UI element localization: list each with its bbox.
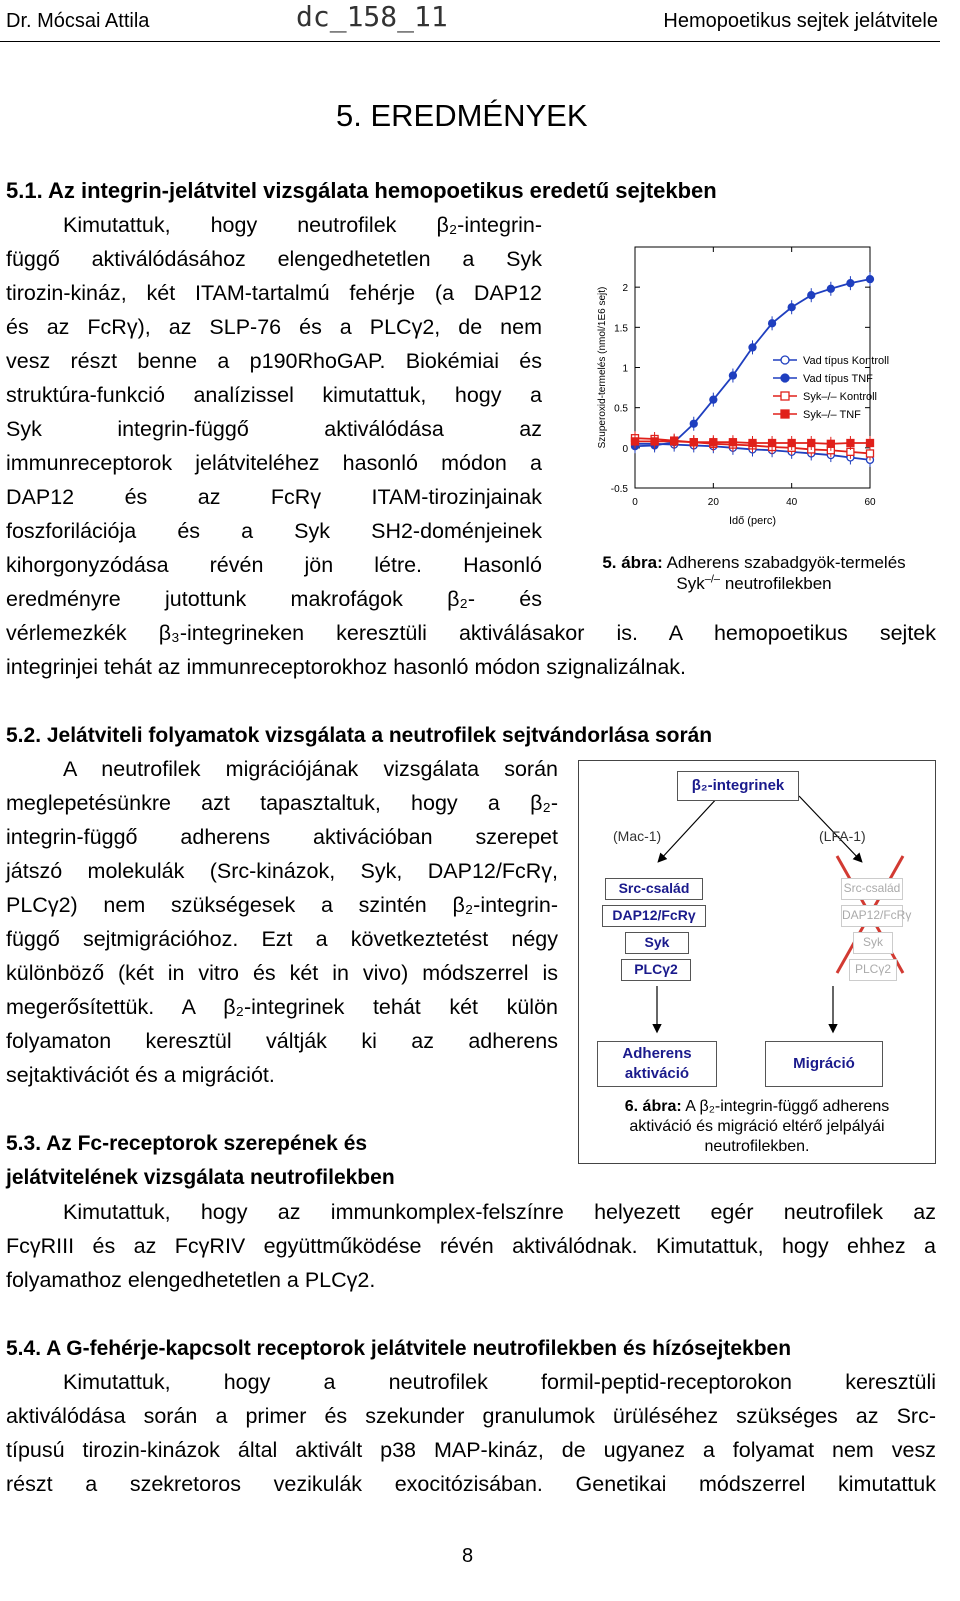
text-line: aktiválódása során a primer és szekunder granulumok ürüléséhez szükséges az Src-	[6, 1404, 936, 1428]
header-document-code: dc_158_11	[296, 0, 448, 33]
legend-label: Vad típus Kontroll	[803, 355, 890, 367]
text-line: PLCγ2) nem szükségesek a szintén β₂-integrin-	[6, 893, 558, 917]
x-tick-label: 0	[632, 497, 638, 508]
data-point	[729, 439, 736, 446]
data-point	[651, 438, 658, 445]
section-5-3-text	[6, 1195, 936, 1297]
header-rule	[0, 41, 940, 42]
text-line: Kimutattuk, hogy az immunkomplex-felszínre helyezett egér neutrofilek az	[63, 1200, 936, 1224]
text-line: folyamaton keresztül váltják ki az adherens	[6, 1029, 558, 1053]
x-axis-label: Idő (perc)	[728, 515, 777, 527]
data-point	[729, 372, 736, 379]
legend-marker	[781, 374, 789, 382]
section-5-1-text-narrow	[6, 208, 542, 616]
figure-5-caption-prefix: 5. ábra:	[602, 553, 663, 572]
legend-label: Vad típus TNF	[803, 373, 873, 385]
right-src-box: Src-család	[841, 878, 903, 900]
data-point	[710, 439, 717, 446]
figure-5-caption-sup: –/–	[704, 573, 721, 586]
y-axis-label: Szuperoxid-termelés (nmol/1E6 sejt)	[597, 286, 608, 449]
figure-5-caption-line2: neutrofilekben	[724, 574, 832, 593]
left-syk-box: Syk	[625, 932, 689, 954]
data-point	[690, 439, 697, 446]
x-tick-label: 60	[864, 497, 876, 508]
text-line: FcγRIII és az FcγRIV együttműködése révén aktiválódnak. Kimutattuk, hogy ehhez a	[6, 1234, 936, 1258]
figure-6-caption-prefix: 6. ábra:	[624, 1098, 682, 1115]
header-author: Dr. Mócsai Attila	[6, 10, 150, 32]
data-point	[808, 440, 815, 447]
figure-6-caption	[587, 1097, 927, 1157]
y-tick-label: 2	[622, 283, 628, 295]
text-line: különböző (két in vitro és két in vivo) módszerrel is	[6, 961, 558, 985]
figure-5-caption-line1: Adherens szabadgyök-termelés	[666, 553, 906, 572]
migracio-box: Migráció	[765, 1041, 883, 1087]
legend-marker	[781, 410, 789, 418]
text-line: Kimutattuk, hogy a neutrofilek formil-peptid-receptorokon keresztüli	[63, 1370, 936, 1394]
section-5-4-heading: 5.4. A G-fehérje-kapcsolt receptorok jelátvitele neutrofilekben és hízósejtekben	[6, 1337, 792, 1360]
text-line: típusú tirozin-kinázok által aktivált p38 MAP-kináz, de ugyanez a folyamat nem vesz	[6, 1438, 936, 1462]
x-tick-label: 40	[786, 497, 798, 508]
figure-6-frame	[578, 760, 936, 1164]
data-point	[827, 285, 834, 292]
section-5-2-text	[6, 752, 558, 1092]
text-line: A neutrofilek migrációjának vizsgálata során	[63, 757, 558, 781]
figure-5-caption-syk: Syk	[676, 574, 705, 593]
section-5-3-heading-line1: 5.3. Az Fc-receptorok szerepének és	[6, 1132, 368, 1155]
page-number: 8	[462, 1545, 474, 1567]
section-5-3-heading-line2: jelátvitelének vizsgálata neutrofilekben	[6, 1166, 395, 1189]
text-line: immunreceptorok jelátviteléhez hasonló módon a	[6, 451, 542, 475]
text-line: folyamathoz elengedhetetlen a PLCγ2.	[6, 1268, 376, 1292]
data-point	[788, 440, 795, 447]
text-line: integrin-függő adherens aktivációban szerepet	[6, 825, 558, 849]
text-line: Syk integrin-függő aktiválódása az	[6, 417, 542, 441]
adherens-aktivacio-line1: Adherens	[622, 1045, 692, 1062]
right-syk-box: Syk	[853, 932, 893, 954]
text-line: DAP12 és az FcRγ ITAM-tirozinjainak	[6, 485, 542, 509]
legend-marker	[781, 356, 789, 364]
right-dap12-box: DAP12/FcRγ	[841, 905, 903, 927]
header-topic: Hemopoetikus sejtek jelátvitele	[663, 10, 938, 32]
figure-5-chart	[580, 235, 940, 535]
data-point	[769, 440, 776, 447]
text-line: sejtaktivációt és a migrációt.	[6, 1063, 275, 1087]
text-line: és az FcRγ), az SLP-76 és a PLCγ2, de nem	[6, 315, 542, 339]
legend-marker	[781, 392, 789, 400]
data-point	[847, 280, 854, 287]
y-tick-label: 1	[622, 363, 628, 375]
beta2-integrinek-box: β₂-integrinek	[677, 771, 799, 801]
figure-6-caption-line2: aktiváció és migráció eltérő jelpályái	[629, 1118, 885, 1135]
lfa1-label: (LFA-1)	[819, 828, 866, 844]
data-point	[808, 292, 815, 299]
adherens-aktivacio-box	[597, 1041, 717, 1087]
data-point	[690, 420, 697, 427]
data-point	[769, 320, 776, 327]
data-point	[788, 304, 795, 311]
section-5-2-heading: 5.2. Jelátviteli folyamatok vizsgálata a neutrofilek sejtvándorlása során	[6, 724, 713, 747]
figure-5-caption	[568, 552, 940, 594]
section-5-1-heading: 5.1. Az integrin-jelátvitel vizsgálata hemopoetikus eredetű sejtekben	[6, 178, 717, 203]
text-line: függő aktiválódásához elengedhetetlen a Syk	[6, 247, 542, 271]
text-line: meglepetésünkre azt tapasztaltuk, hogy a β₂-	[6, 791, 558, 815]
left-dap12-box: DAP12/FcRγ	[602, 905, 706, 927]
x-tick-label: 20	[707, 497, 719, 508]
figure-6-caption-line1: A β₂-integrin-függő adherens	[685, 1098, 890, 1115]
data-point	[632, 438, 639, 445]
data-point	[749, 344, 756, 351]
text-line: eredményre jutottunk makrofágok β₂- és	[6, 587, 542, 611]
text-line: részt a szekretoros vezikulák exocitózisában. Genetikai módszerrel kimutattuk	[6, 1472, 936, 1496]
data-point	[867, 450, 874, 457]
section-5-4-text	[6, 1365, 936, 1501]
text-line: megerősítettük. A β₂-integrinek tehát két külön	[6, 995, 558, 1019]
data-point	[847, 440, 854, 447]
section-5-1-text-wide	[6, 616, 936, 684]
text-line: struktúra-funkció analízissel kimutattuk, hogy a	[6, 383, 542, 407]
text-line: Kimutattuk, hogy neutrofilek β₂-integrin-	[63, 213, 542, 237]
y-tick-label: 1.5	[614, 323, 628, 335]
right-plcg2-box: PLCγ2	[849, 959, 897, 981]
text-line: vesz részt benne a p190RhoGAP. Biokémiai és	[6, 349, 542, 373]
text-line: játszó molekulák (Src-kinázok, Syk, DAP12/FcRγ,	[6, 859, 558, 883]
y-tick-label: -0.5	[610, 484, 628, 495]
page-title: 5. EREDMÉNYEK	[336, 98, 588, 133]
data-point	[710, 396, 717, 403]
text-line: tirozin-kináz, két ITAM-tartalmú fehérje (a DAP12	[6, 281, 542, 305]
text-line: foszforilációja és a Syk SH2-doménjeinek	[6, 519, 542, 543]
adherens-aktivacio-line2: aktiváció	[624, 1065, 690, 1082]
text-line: függő sejtmigrációhoz. Ezt a következtetést négy	[6, 927, 558, 951]
data-point	[867, 276, 874, 283]
data-point	[827, 440, 834, 447]
legend-label: Syk–/– TNF	[803, 409, 861, 421]
text-line: integrinjei tehát az immunreceptorokhoz hasonló módon szignalizálnak.	[6, 655, 687, 679]
text-line: vérlemezkék β₃-integrineken keresztüli aktiválásakor is. A hemopoetikus sejtek	[6, 621, 936, 645]
mac1-label: (Mac-1)	[613, 828, 662, 844]
data-point	[749, 440, 756, 447]
data-point	[867, 440, 874, 447]
y-tick-label: 0	[622, 443, 628, 455]
left-src-box: Src-család	[605, 878, 703, 900]
data-point	[671, 438, 678, 445]
left-plcg2-box: PLCγ2	[621, 959, 691, 981]
figure-6-caption-line3: neutrofilekben.	[704, 1138, 810, 1155]
text-line: kihorgonyzódása révén jön létre. Hasonló	[6, 553, 542, 577]
y-tick-label: 0.5	[614, 403, 628, 415]
legend-label: Syk–/– Kontroll	[803, 391, 877, 403]
